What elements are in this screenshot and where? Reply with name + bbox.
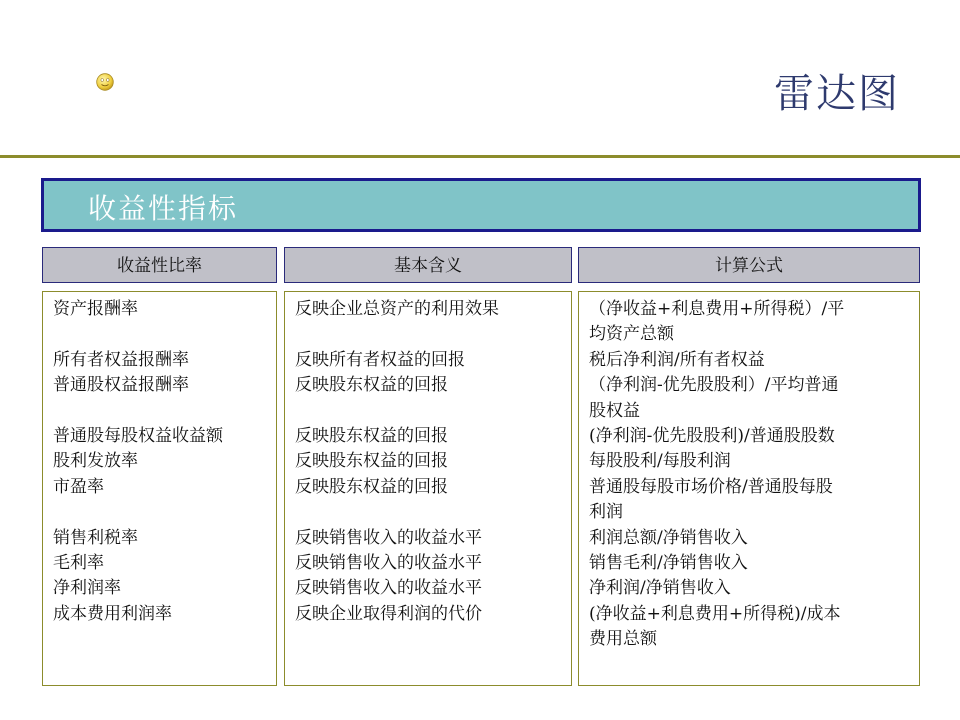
meaning-item: 反映企业取得利润的代价 [295, 603, 482, 624]
meaning-item [295, 399, 563, 424]
meaning-item: 反映销售收入的收益水平 [295, 527, 482, 548]
formula-line: (净利润-优先股股利)/普通股股数 [589, 425, 835, 446]
section-banner-label: 收益性指标 [88, 192, 239, 225]
ratio-item: 销售利税率 [53, 527, 138, 548]
ratio-item [53, 322, 268, 347]
formula-line: 股权益 [589, 400, 640, 421]
ratio-item: 毛利率 [53, 552, 104, 573]
section-banner [41, 178, 921, 232]
meaning-item: 反映股东权益的回报 [295, 476, 448, 497]
formula-line: (净收益+利息费用+所得税)/成本 [589, 603, 841, 624]
ratio-item: 市盈率 [53, 476, 104, 497]
ratio-item: 成本费用利润率 [53, 603, 172, 624]
formula-line: 利润 [589, 502, 623, 523]
title-divider [0, 155, 960, 158]
slide-title: 雷达图 [774, 71, 900, 117]
ratio-item: 资产报酬率 [53, 299, 138, 319]
meaning-item [295, 500, 563, 525]
meaning-item: 反映销售收入的收益水平 [295, 578, 482, 599]
meaning-item [295, 322, 563, 347]
ratio-item [53, 500, 268, 525]
meaning-item: 反映股东权益的回报 [295, 375, 448, 396]
ratio-item [53, 399, 268, 424]
formula-line: 利润总额/净销售收入 [589, 527, 748, 548]
ratio-item: 所有者权益报酬率 [53, 349, 189, 370]
ratio-item: 普通股每股权益收益额 [53, 425, 223, 446]
smiley-icon [96, 73, 114, 91]
formula-line: （净收益+利息费用+所得税）/平 [589, 299, 845, 319]
formula-line: 税后净利润/所有者权益 [589, 349, 765, 370]
meaning-item: 反映股东权益的回报 [295, 425, 448, 446]
ratio-list [42, 291, 277, 686]
meaning-item: 反映销售收入的收益水平 [295, 552, 482, 573]
ratio-item: 净利润率 [53, 578, 121, 599]
formula-line: 均资产总额 [589, 324, 674, 345]
formula-line: 普通股每股市场价格/普通股每股 [589, 476, 833, 497]
meaning-item: 反映企业总资产的利用效果 [295, 299, 499, 319]
meaning-item: 反映所有者权益的回报 [295, 349, 465, 370]
ratio-item: 普通股权益报酬率 [53, 375, 189, 396]
formula-list [578, 291, 920, 686]
column-header-formula: 计算公式 [578, 247, 920, 283]
formula-line: 费用总额 [589, 629, 657, 650]
formula-line: 每股股利/每股利润 [589, 451, 731, 472]
column-header-meaning: 基本含义 [284, 247, 572, 283]
formula-line: 销售毛利/净销售收入 [589, 552, 748, 573]
ratio-item: 股利发放率 [53, 451, 138, 472]
meaning-item: 反映股东权益的回报 [295, 451, 448, 472]
meaning-list [284, 291, 572, 686]
formula-line: （净利润-优先股股利）/平均普通 [589, 375, 839, 396]
column-header-ratio: 收益性比率 [42, 247, 277, 283]
formula-line: 净利润/净销售收入 [589, 578, 731, 599]
